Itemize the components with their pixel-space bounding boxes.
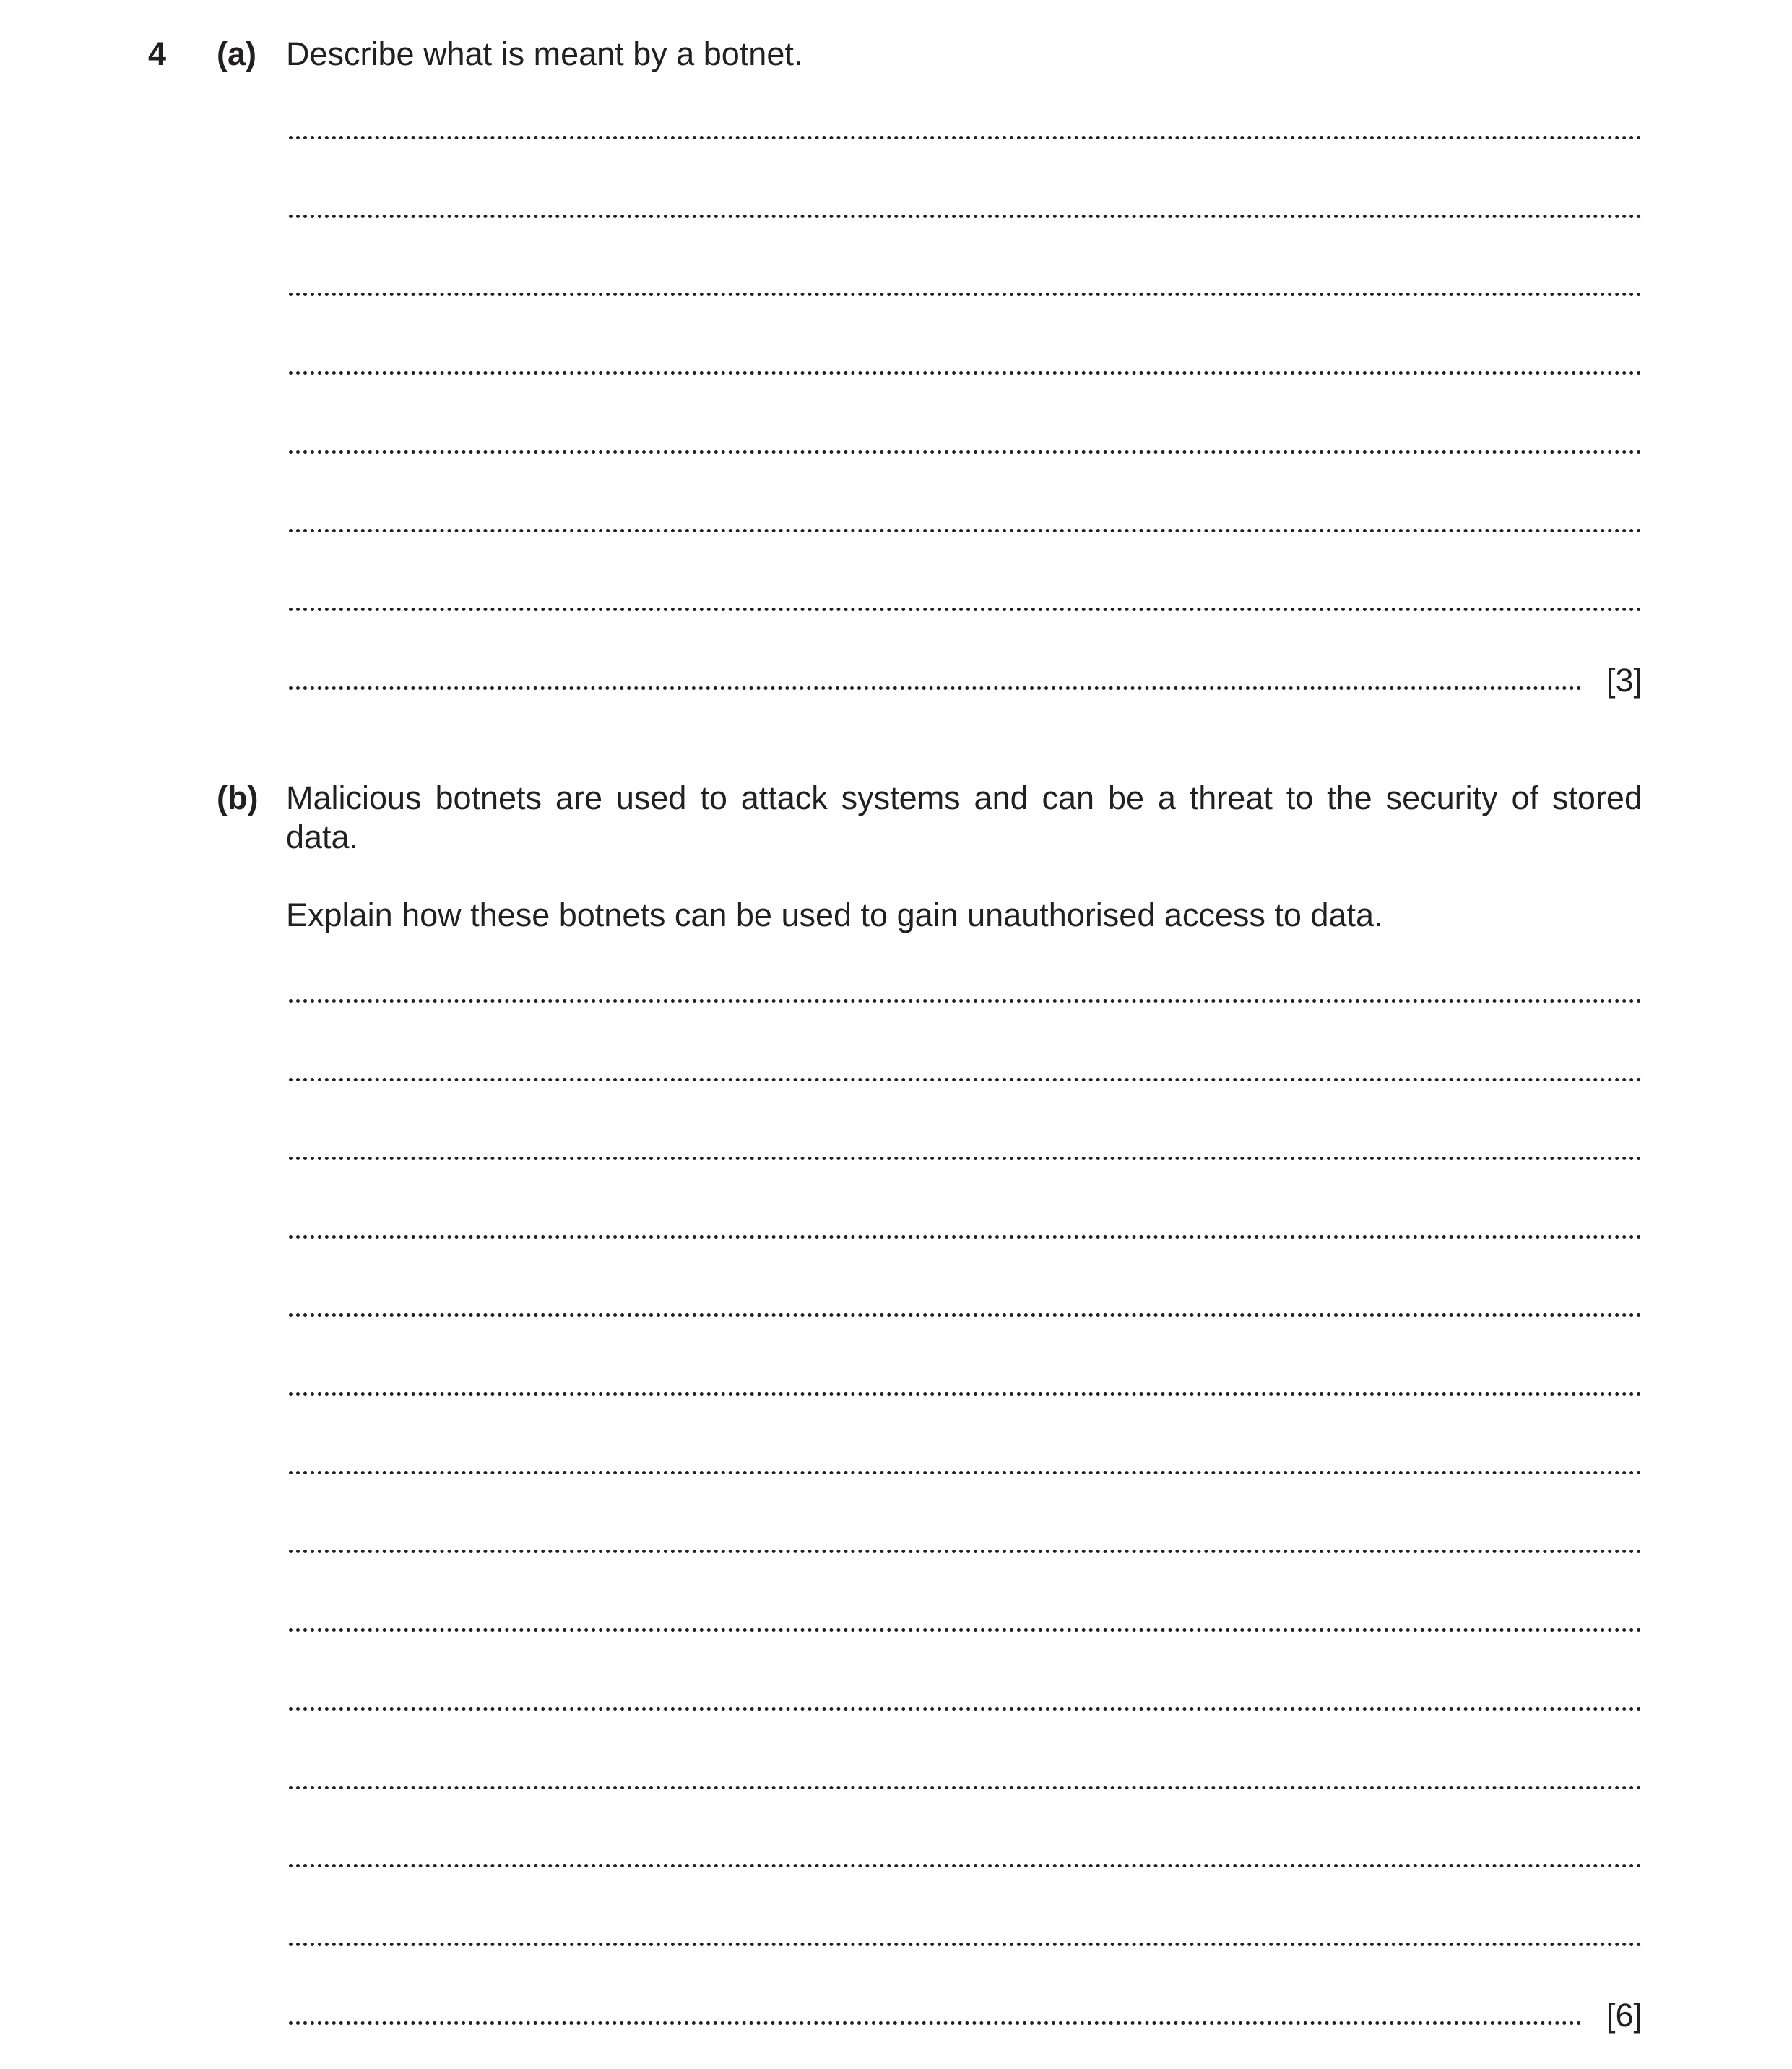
part-b-prompt: Explain how these botnets can be used to gain unauthorised access to data.	[286, 897, 1383, 933]
answer-line[interactable]	[289, 136, 1642, 139]
answer-line[interactable]	[289, 1550, 1642, 1553]
answer-line[interactable]	[289, 1628, 1642, 1632]
answer-line[interactable]	[289, 1943, 1642, 1946]
answer-line[interactable]	[289, 371, 1642, 375]
part-b-marks: [6]	[1606, 1997, 1642, 2034]
answer-line[interactable]	[289, 1471, 1642, 1474]
answer-line[interactable]	[289, 2021, 1582, 2025]
answer-line[interactable]	[289, 529, 1642, 532]
part-a-prompt: Describe what is meant by a botnet.	[286, 35, 803, 72]
answer-line[interactable]	[289, 608, 1642, 611]
answer-line[interactable]	[289, 450, 1642, 454]
part-a-marks: [3]	[1606, 662, 1642, 699]
answer-line[interactable]	[289, 1078, 1642, 1081]
part-b-intro: Malicious botnets are used to attack systems and can be a threat to the security of stored data.	[286, 779, 1642, 855]
answer-line[interactable]	[289, 999, 1642, 1003]
question-number: 4	[148, 35, 167, 72]
answer-line[interactable]	[289, 1157, 1642, 1160]
part-a-label: (a)	[217, 35, 256, 72]
answer-line[interactable]	[289, 1313, 1642, 1317]
answer-line[interactable]	[289, 1235, 1642, 1239]
part-b-label: (b)	[217, 779, 259, 816]
answer-line[interactable]	[289, 1707, 1642, 1711]
answer-line[interactable]	[289, 1864, 1642, 1867]
answer-line[interactable]	[289, 215, 1642, 218]
answer-line[interactable]	[289, 686, 1582, 690]
answer-line[interactable]	[289, 293, 1642, 296]
answer-line[interactable]	[289, 1392, 1642, 1396]
answer-line[interactable]	[289, 1786, 1642, 1789]
